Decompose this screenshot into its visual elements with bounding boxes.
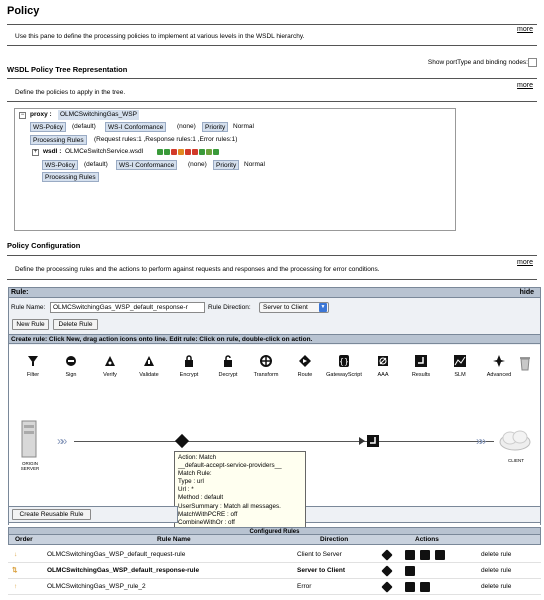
results-action-icon[interactable] [367, 435, 379, 447]
action-tooltip: Action: Match __default-accept-service-providers__ Match Rule: Type : url Url : * Method : default UserSummary : Match all messages. MatchWithPCRE : off CombineWithOr : off [174, 451, 306, 532]
results-icon [415, 355, 427, 367]
proxy-priority-value: Normal [233, 123, 254, 130]
wsdl-wsi-button[interactable]: WS-I Conformance [116, 160, 177, 170]
rule-header-label: Rule: [11, 289, 29, 296]
action-encrypt[interactable]: Encrypt [171, 355, 207, 378]
svg-text:{}: {} [339, 357, 349, 366]
divider [7, 24, 537, 25]
wsdl-priority-button[interactable]: Priority [213, 160, 239, 170]
wsdl-priority-value: Normal [244, 161, 265, 168]
wsdl-section-desc: Define the policies to apply in the tree. [15, 89, 126, 96]
create-reusable-rule-button[interactable]: Create Reusable Rule [12, 509, 91, 520]
more-link-policy[interactable]: more [517, 259, 533, 266]
gatewayscript-icon [338, 355, 350, 367]
wsdl-name[interactable]: OLMCeSwitchService.wsdl [65, 148, 144, 155]
match-action-icon[interactable] [381, 549, 392, 560]
advanced-icon [493, 355, 505, 367]
slm-icon [454, 355, 466, 367]
configured-rules-table [8, 527, 541, 597]
rule-name-label: Rule Name: [11, 304, 46, 311]
match-action-icon[interactable] [175, 434, 189, 448]
client-icon [498, 428, 532, 452]
proxy-ws-policy-value: (default) [72, 123, 96, 130]
decrypt-icon [222, 355, 234, 367]
rule-direction-select[interactable] [259, 302, 329, 313]
rule-line [74, 441, 494, 442]
transform-icon [260, 355, 272, 367]
divider [7, 101, 537, 102]
policy-config-title: Policy Configuration [7, 241, 81, 250]
proxy-wsi-value: (none) [177, 123, 196, 130]
rule-direction: Client to Server [297, 551, 342, 558]
proxy-wsi-button[interactable]: WS-I Conformance [105, 122, 166, 132]
move-up-icon[interactable]: ↑ [14, 583, 18, 590]
slm-icon[interactable] [405, 550, 415, 560]
delete-rule-button[interactable]: Delete Rule [53, 319, 98, 330]
policy-config-desc: Define the processing rules and the actions to perform against requests and responses and the processing for error conditions. [15, 266, 380, 273]
rule-direction-value: Server to Client [263, 304, 308, 311]
cycle-icon [178, 149, 184, 155]
proxy-label: proxy : [30, 111, 52, 118]
table-row[interactable] [8, 547, 541, 563]
action-gatewayscript[interactable]: {} GatewayScript [326, 357, 362, 378]
origin-server-icon [19, 419, 39, 459]
action-filter[interactable]: Filter [15, 355, 51, 378]
action-transform[interactable]: Transform [248, 355, 284, 378]
divider [7, 255, 537, 256]
wsdl-ws-policy-button[interactable]: WS-Policy [42, 160, 78, 170]
delete-rule-link[interactable]: delete rule [481, 567, 512, 574]
wsdl-processing-rules-button[interactable]: Processing Rules [42, 172, 99, 182]
route-icon [299, 355, 311, 367]
proxy-processing-rules-button[interactable]: Processing Rules [30, 135, 87, 145]
page-title: Policy [7, 5, 40, 17]
filter-icon [27, 355, 39, 367]
arrow-right-icon [359, 437, 365, 445]
show-porttype-label: Show portType and binding nodes: [427, 59, 528, 66]
rule-direction: Server to Client [297, 567, 346, 574]
delete-icon [192, 149, 198, 155]
rule-name[interactable]: OLMCSwitchingGas_WSP_rule_2 [47, 583, 146, 590]
action-decrypt[interactable]: Decrypt [210, 355, 246, 378]
proxy-name[interactable]: OLMCSwitchingGas_WSP [60, 111, 137, 118]
chevron-down-icon: ▼ [320, 304, 326, 310]
move-up-down-icon[interactable]: ⇅ [12, 567, 18, 574]
remove-icon [185, 149, 191, 155]
more-link-wsdl[interactable]: more [517, 82, 533, 89]
wsdl-ws-policy-value: (default) [84, 161, 108, 168]
reusable-rule-bar-right [306, 506, 541, 523]
wsdl-policy-tree [14, 108, 456, 231]
verify-icon [104, 355, 116, 367]
match-action-icon[interactable] [381, 565, 392, 576]
action-validate[interactable]: Validate [131, 355, 167, 378]
action-route[interactable]: Route [287, 355, 323, 378]
rule-panel-header [9, 288, 540, 298]
action-advanced[interactable]: Advanced [481, 355, 517, 378]
wsdl-wsi-value: (none) [188, 161, 207, 168]
more-link-intro[interactable]: more [517, 26, 533, 33]
check-icon [157, 149, 163, 155]
sign-icon [65, 355, 77, 367]
column-order: Order [15, 536, 33, 543]
action-results[interactable]: Results [403, 355, 439, 378]
column-rule-name: Rule Name [157, 536, 191, 543]
action-slm[interactable]: SLM [442, 355, 478, 378]
action-sign[interactable]: Sign [53, 355, 89, 378]
rule-name[interactable]: OLMCSwitchingGas_WSP_default_request-rule [47, 551, 186, 558]
results-icon[interactable] [420, 582, 430, 592]
show-porttype-checkbox[interactable] [528, 58, 537, 67]
action-verify[interactable]: Verify [92, 355, 128, 378]
arrow-icon [199, 149, 205, 155]
origin-server-label: ORIGIN SERVER [20, 461, 40, 471]
configured-rules-title: Configured Rules [8, 527, 541, 535]
divider [7, 45, 537, 46]
client-label: CLIENT [507, 458, 524, 463]
aaa-icon[interactable] [420, 550, 430, 560]
rule-direction: Error [297, 583, 312, 590]
configured-rules-header [8, 535, 541, 545]
results-icon[interactable] [435, 550, 445, 560]
divider [7, 279, 537, 280]
refresh-icon [164, 149, 170, 155]
rule-instructions: Create rule: Click New, drag action icons onto line. Edit rule: Click on rule, double-click on action. [9, 334, 540, 344]
pencil-icon [206, 149, 212, 155]
collapse-proxy-icon[interactable]: − [20, 112, 25, 118]
validate-icon [143, 355, 155, 367]
wsdl-status-icons [157, 149, 219, 155]
column-actions: Actions [415, 536, 439, 543]
results-icon[interactable] [405, 566, 415, 576]
proxy-priority-button[interactable]: Priority [202, 122, 228, 132]
proxy-rules-info: (Request rules:1 ,Response rules:1 ,Error rules:1) [94, 136, 238, 143]
rule-direction-label: Rule Direction: [208, 304, 251, 311]
delete-rule-link[interactable]: delete rule [481, 583, 512, 590]
aaa-icon [377, 355, 389, 367]
rule-name-input[interactable]: OLMCSwitchingGas_WSP_default_response-r [50, 302, 205, 313]
intro-text: Use this pane to define the processing policies to implement at various levels in the WSDL hierarchy. [15, 33, 305, 40]
transform-icon[interactable] [405, 582, 415, 592]
reusable-rule-bar [8, 506, 178, 523]
new-rule-button[interactable]: New Rule [12, 319, 49, 330]
encrypt-icon [183, 355, 195, 367]
column-direction: Direction [320, 536, 349, 543]
table-row[interactable] [8, 579, 541, 595]
trash-icon[interactable] [519, 355, 531, 371]
add-icon [213, 149, 219, 155]
hide-link[interactable]: hide [519, 289, 534, 296]
remove-icon [171, 149, 177, 155]
rule-name[interactable]: OLMCSwitchingGas_WSP_default_response-rule [47, 567, 200, 574]
wsdl-section-title: WSDL Policy Tree Representation [7, 65, 128, 74]
wsdl-label: wsdl : [43, 148, 62, 155]
action-aaa[interactable]: AAA [365, 355, 401, 378]
proxy-ws-policy-button[interactable]: WS-Policy [30, 122, 66, 132]
expand-wsdl-icon[interactable]: + [33, 149, 38, 155]
move-down-icon[interactable]: ↓ [14, 551, 18, 558]
divider [7, 78, 537, 79]
match-action-icon[interactable] [381, 581, 392, 592]
delete-rule-link[interactable]: delete rule [481, 551, 512, 558]
table-row[interactable] [8, 563, 541, 579]
chevrons-out-icon: »» [476, 434, 484, 448]
chevrons-in-icon: »» [57, 434, 65, 448]
